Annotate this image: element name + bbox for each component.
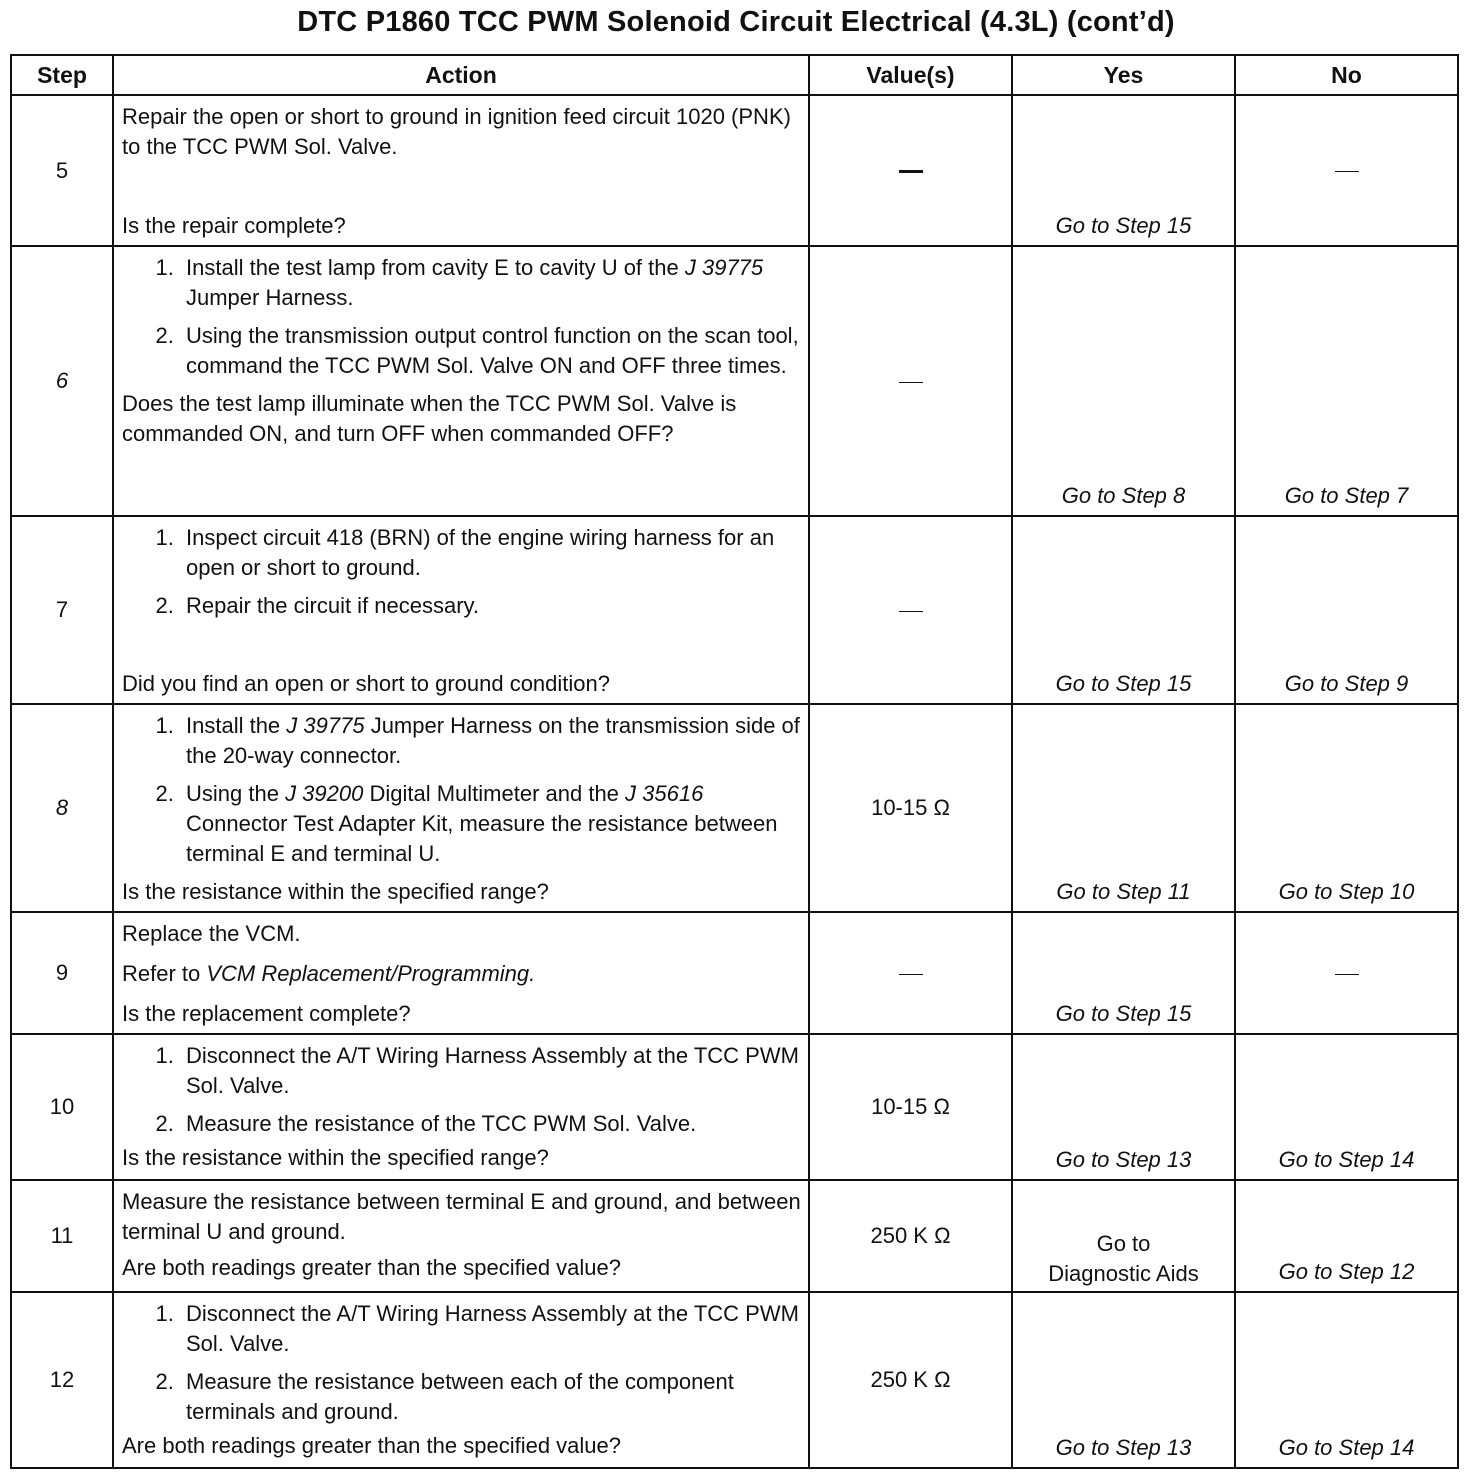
value-dash [899, 382, 923, 383]
no-cell: Go to Step 9 [1235, 516, 1458, 704]
table-row [11, 516, 1458, 704]
action-list [122, 253, 804, 381]
action-cell [113, 246, 809, 516]
action-question: Is the resistance within the specified range? [122, 1145, 549, 1170]
yes-cell [1012, 1180, 1235, 1292]
action-question: Does the test lamp illuminate when the TCC PWM Sol. Valve is commanded ON, and turn OFF when commanded OFF? [122, 391, 737, 446]
action-text: Refer to VCM Replacement/Programming. [122, 961, 536, 986]
table-row [11, 1180, 1458, 1292]
no-dash [1335, 974, 1359, 975]
no-cell: Go to Step 14 [1235, 1034, 1458, 1180]
action-question: Are both readings greater than the specified value? [122, 1255, 621, 1280]
no-dash [1335, 171, 1359, 172]
step-number: 10 [11, 1034, 113, 1180]
action-list-item: 1. Install the test lamp from cavity E to cavity U of the J 39775 Jumper Harness. [180, 253, 804, 313]
action-cell [113, 516, 809, 704]
diagnostic-table [10, 54, 1459, 1469]
yes-line: Go to [1096, 1231, 1151, 1256]
no-cell: Go to Step 10 [1235, 704, 1458, 912]
table-row [11, 1292, 1458, 1468]
no-cell [1235, 912, 1458, 1034]
table-row [11, 912, 1458, 1034]
action-question: Is the resistance within the specified range? [122, 879, 549, 904]
action-text: Repair the open or short to ground in ignition feed circuit 1020 (PNK) to the TCC PWM Sol. Valve. [122, 104, 791, 159]
action-cell [113, 704, 809, 912]
page-title: DTC P1860 TCC PWM Solenoid Circuit Electrical (4.3L) (cont’d) [297, 6, 1175, 38]
action-cell [113, 1180, 809, 1292]
header-no: No [1235, 55, 1458, 95]
value-cell: 250 K Ω [809, 1180, 1012, 1292]
table-header-row [11, 55, 1458, 95]
yes-cell: Go to Step 13 [1012, 1292, 1235, 1468]
step-number: 6 [11, 246, 113, 516]
value-cell: 10-15 Ω [809, 1034, 1012, 1180]
action-cell [113, 95, 809, 246]
value-cell: 250 K Ω [809, 1292, 1012, 1468]
value-cell [809, 95, 1012, 246]
action-list-item: 1. Inspect circuit 418 (BRN) of the engine wiring harness for an open or short to ground. [180, 523, 804, 583]
action-list-item: 1. Disconnect the A/T Wiring Harness Assembly at the TCC PWM Sol. Valve. [180, 1041, 804, 1101]
yes-cell: Go to Step 8 [1012, 246, 1235, 516]
action-cell [113, 1034, 809, 1180]
action-list [122, 711, 804, 869]
value-dash [899, 611, 923, 612]
value-dash [899, 974, 923, 975]
no-cell: Go to Step 12 [1235, 1180, 1458, 1292]
header-values: Value(s) [809, 55, 1012, 95]
yes-cell: Go to Step 11 [1012, 704, 1235, 912]
action-list-item: 2. Measure the resistance between each of the component terminals and ground. [180, 1367, 804, 1427]
step-number: 8 [11, 704, 113, 912]
action-list-item: 1. Install the J 39775 Jumper Harness on the transmission side of the 20-way connector. [180, 711, 804, 771]
yes-cell: Go to Step 15 [1012, 912, 1235, 1034]
table-row [11, 246, 1458, 516]
value-cell [809, 912, 1012, 1034]
action-text: Measure the resistance between terminal E and ground, and between terminal U and ground. [122, 1189, 801, 1244]
action-cell [113, 912, 809, 1034]
value-cell: 10-15 Ω [809, 704, 1012, 912]
action-list-item: 1. Disconnect the A/T Wiring Harness Assembly at the TCC PWM Sol. Valve. [180, 1299, 804, 1359]
action-question: Did you find an open or short to ground condition? [122, 671, 610, 696]
no-cell: Go to Step 7 [1235, 246, 1458, 516]
yes-cell: Go to Step 13 [1012, 1034, 1235, 1180]
header-step: Step [11, 55, 113, 95]
action-list [122, 1041, 804, 1139]
action-text: Replace the VCM. [122, 921, 301, 946]
no-cell [1235, 95, 1458, 246]
action-list-item: 2. Measure the resistance of the TCC PWM Sol. Valve. [180, 1109, 804, 1139]
action-list-item: 2. Using the transmission output control function on the scan tool, command the TCC PWM Sol. Valve ON and OFF three times. [180, 321, 804, 381]
action-list-item: 2. Repair the circuit if necessary. [180, 591, 804, 621]
value-dash [899, 170, 923, 173]
header-yes: Yes [1012, 55, 1235, 95]
step-number: 5 [11, 95, 113, 246]
yes-cell: Go to Step 15 [1012, 516, 1235, 704]
yes-cell: Go to Step 15 [1012, 95, 1235, 246]
action-cell [113, 1292, 809, 1468]
step-number: 11 [11, 1180, 113, 1292]
step-number: 7 [11, 516, 113, 704]
action-list [122, 1299, 804, 1427]
value-cell [809, 516, 1012, 704]
table-row [11, 95, 1458, 246]
table-row [11, 704, 1458, 912]
no-cell: Go to Step 14 [1235, 1292, 1458, 1468]
step-number: 12 [11, 1292, 113, 1468]
action-question: Is the repair complete? [122, 213, 346, 238]
action-list [122, 523, 804, 629]
action-question: Is the replacement complete? [122, 1001, 411, 1026]
yes-line: Diagnostic Aids [1048, 1261, 1199, 1286]
header-action: Action [113, 55, 809, 95]
value-cell [809, 246, 1012, 516]
action-list-item: 2. Using the J 39200 Digital Multimeter and the J 35616 Connector Test Adapter Kit, measure the resistance between terminal E and terminal U. [180, 779, 804, 869]
action-question: Are both readings greater than the specified value? [122, 1433, 621, 1458]
step-number: 9 [11, 912, 113, 1034]
table-row [11, 1034, 1458, 1180]
